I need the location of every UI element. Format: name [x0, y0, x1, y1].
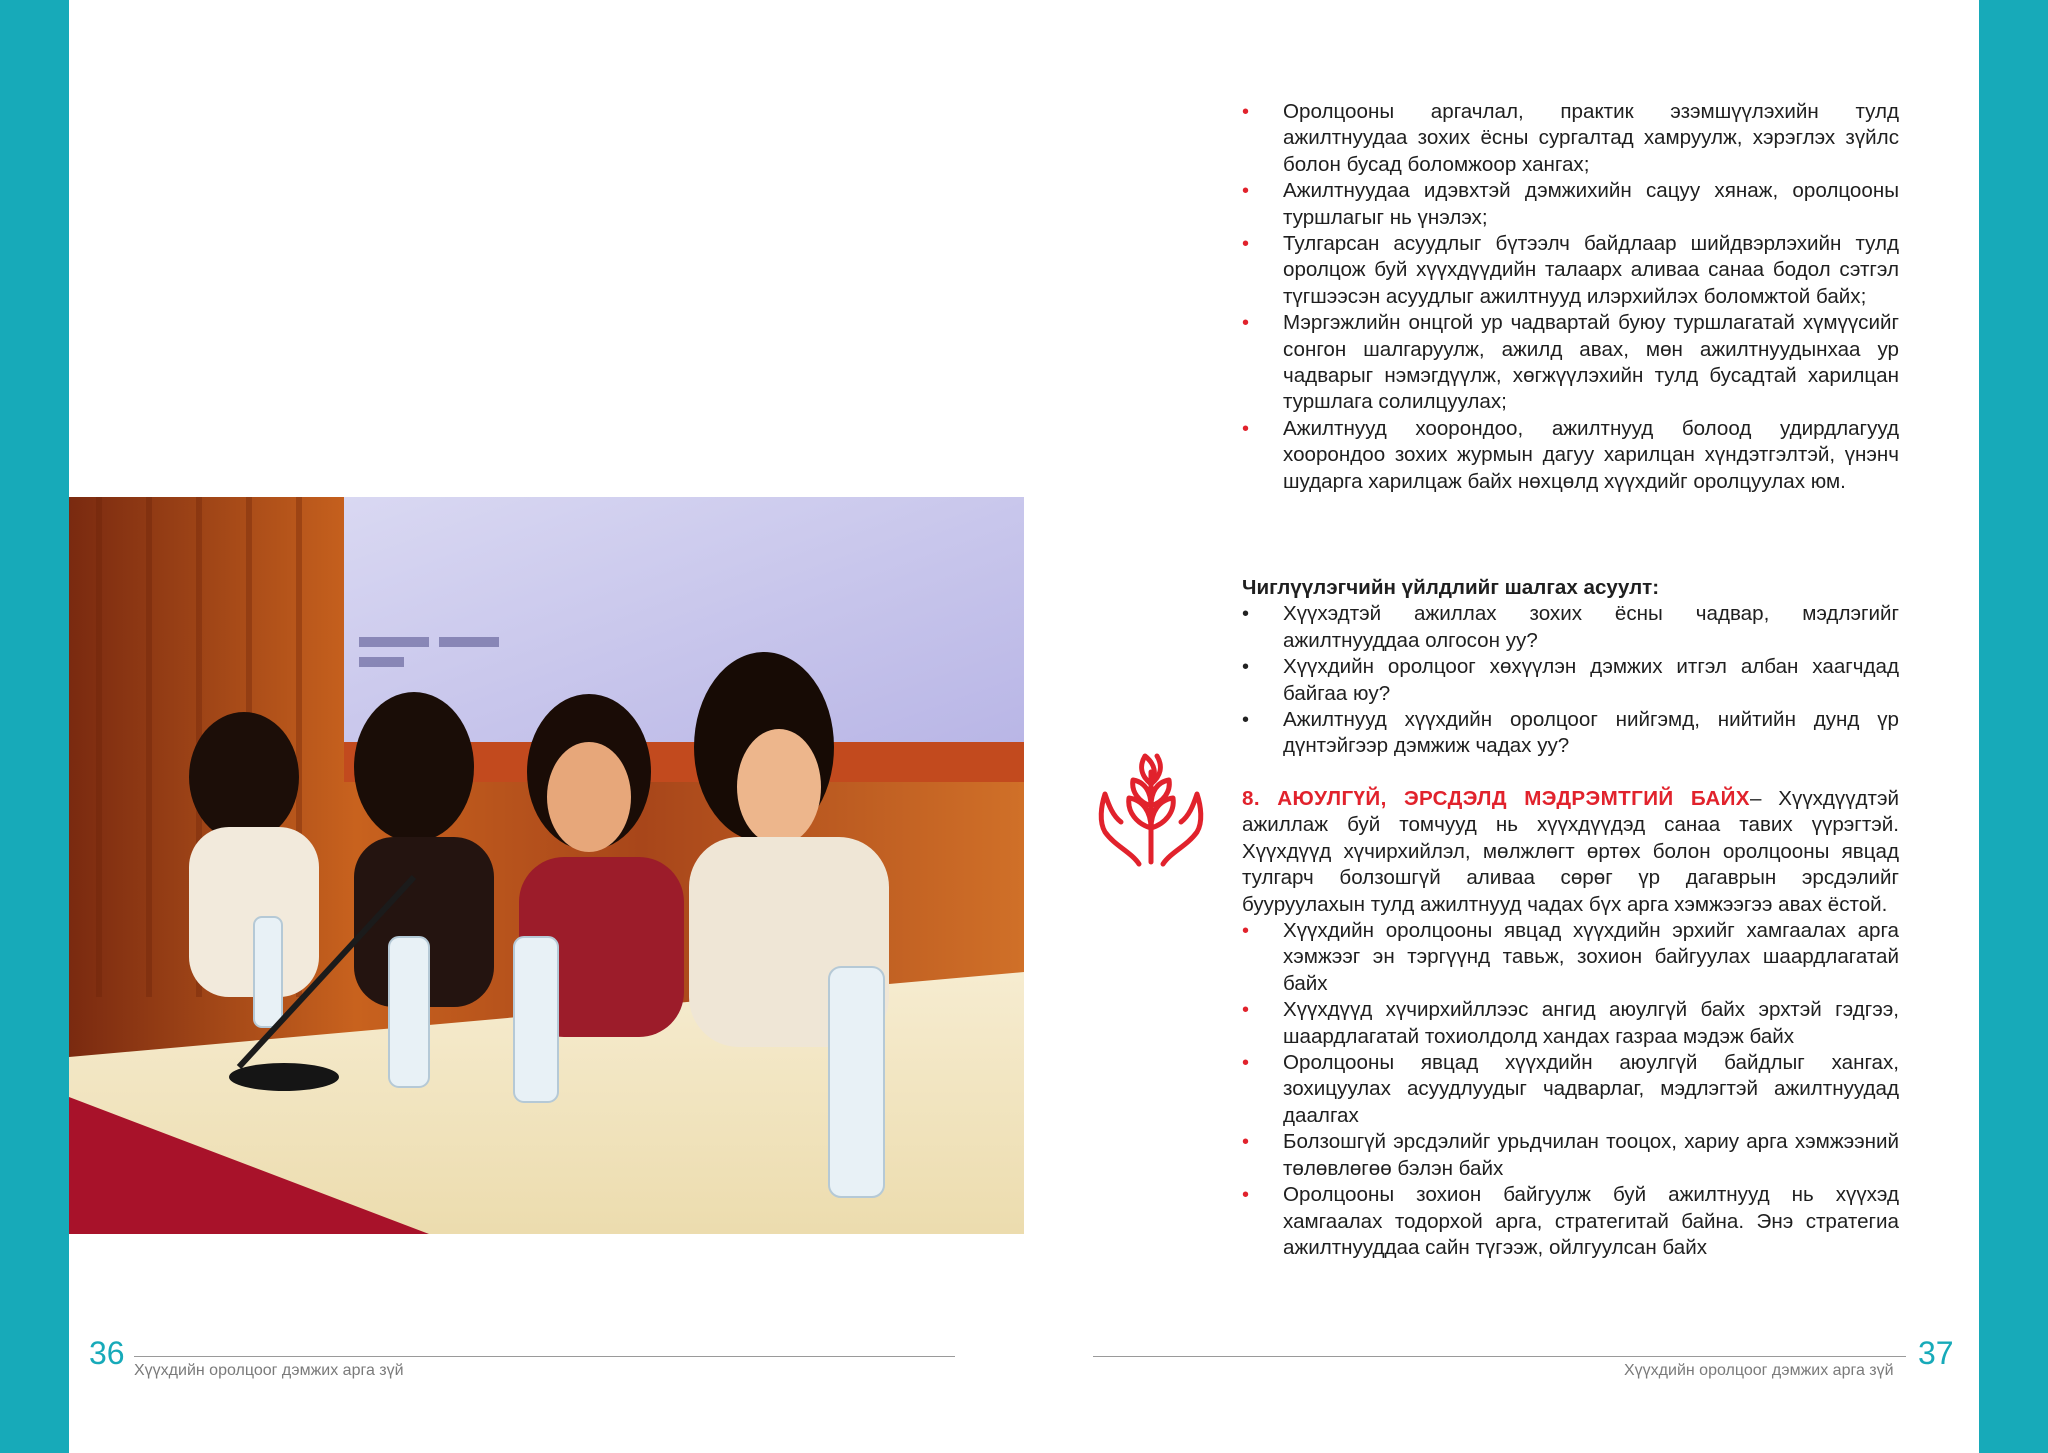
footer-rule-left: [134, 1356, 955, 1357]
list-item: • Оролцооны аргачлал, практик эзэмшүүлэхийн тулд ажилтнуудаа зохих ёсны сургалтад хамруулж, хэрэглэх зүйлс болон бусад боломжоор хангах;: [1242, 100, 1899, 176]
bullet-dot-icon: •: [1242, 101, 1250, 123]
questions-block: [1242, 575, 1899, 760]
bullet-dot-icon: •: [1242, 1052, 1250, 1075]
list-item: • Хүүхдүүд хүчирхийллээс ангид аюулгүй байх эрхтэй гэдгээ, шаардлагатай тохиолдолд хандах газраа мэдэж байх: [1242, 998, 1899, 1048]
list-item: • Ажилтнуудаа идэвхтэй дэмжихийн сацуу хянаж, оролцооны туршлагыг нь үнэлэх;: [1242, 179, 1899, 229]
staff-support-list: [1242, 99, 1899, 495]
bullet-dot-icon: •: [1242, 1184, 1250, 1207]
bullet-dot-icon: •: [1242, 180, 1250, 203]
left-page-edge-band: [0, 0, 69, 1453]
bullet-dot-icon: •: [1242, 999, 1250, 1022]
bullet-dot-icon: •: [1242, 656, 1250, 679]
right-column-top: [1242, 99, 1899, 495]
list-item: • Хүүхэдтэй ажиллах зохих ёсны чадвар, мэдлэгийг ажилтнууддаа олгосон уу?: [1242, 602, 1899, 652]
list-item: • Мэргэжлийн онцгой ур чадвартай буюу туршлагатай хүмүүсийг сонгон шалгаруулж, ажилд авах, мөн ажилтнуудынхаа ур чадварыг нэмэгдүүлж, хөгжүүлэхийн тулд бусадтай харилцан туршлага солилцуулах;: [1242, 311, 1899, 414]
list-item: • Оролцооны зохион байгуулж буй ажилтнууд нь хүүхэд хамгаалах тодорхой арга, стратегитай байна. Энэ стратегиа ажилтнууддаа сайн түгээж, ойлгуулсан байх: [1242, 1183, 1899, 1259]
footer-title-left: Хүүхдийн оролцоог дэмжих арга зүй: [134, 1362, 404, 1379]
list-item: • Болзошгүй эрсдэлийг урьдчилан тооцох, хариу арга хэмжээний төлөвлөгөө бэлэн байх: [1242, 1130, 1899, 1180]
page-number-left: 36: [89, 1335, 125, 1371]
list-item: • Оролцооны явцад хүүхдийн аюулгүй байдлыг хангах, зохицуулах асуудлуудыг чадварлаг, мэдлэгтэй ажилтнуудад даалгах: [1242, 1051, 1899, 1127]
section-8-intro-text: – Хүүхдүүдтэй ажиллаж буй томчууд нь хүүхдүүдэд санаа тавих үүрэгтэй. Хүүхдүүд хүчирхийлэл, мөлжлөгт өртөх болон оролцооны явцад тулгарч болзошгүй аливаа сөрөг үр дагаврын эрсдэлийг бууруулахын тулд ажилтнууд чадах бүх арга хэмжээгээ авах ёстой.: [1242, 787, 1899, 916]
bullet-dot-icon: •: [1242, 417, 1250, 440]
list-item: • Ажилтнууд хүүхдийн оролцоог нийгэмд, нийтийн дунд үр дүнтэйгээр дэмжиж чадах уу?: [1242, 708, 1899, 758]
safety-list: [1242, 918, 1899, 1261]
footer-rule-right: [1093, 1356, 1906, 1357]
bullet-dot-icon: •: [1242, 920, 1250, 943]
conference-photo: [69, 497, 1024, 1234]
list-item: • Тулгарсан асуудлыг бүтээлч байдлаар шийдвэрлэхийн тулд оролцож буй хүүхдүүдийн талаарх аливаа санаа бодол сэтгэл түгшээсэн асуудлыг ажилтнууд илэрхийлэх боломжтой байх;: [1242, 232, 1899, 308]
bullet-dot-icon: •: [1242, 709, 1250, 732]
list-item: • Ажилтнууд хоорондоо, ажилтнууд болоод удирдлагууд хоорондоо зохих журмын дагуу харилцан хүндэтгэлтэй, үнэнч шударга харилцаж байх нөхцөлд хүүхдийг оролцуулах юм.: [1242, 416, 1899, 493]
section-8: [1242, 786, 1899, 1261]
right-page-edge-band: [1979, 0, 2048, 1453]
list-item: • Хүүхдийн оролцооны явцад хүүхдийн эрхийг хамгаалах арга хэмжээг эн тэргүүнд тавьж, зохион байгуулах шаардлагатай байх: [1242, 919, 1899, 995]
questions-list: [1242, 601, 1899, 759]
page-number-right: 37: [1918, 1335, 1954, 1371]
list-item: • Хүүхдийн оролцоог хөхүүлэн дэмжих итгэл албан хаагчдад байгаа юу?: [1242, 655, 1899, 705]
bullet-dot-icon: •: [1242, 312, 1250, 335]
footer-title-right: Хүүхдийн оролцоог дэмжих арга зүй: [1624, 1362, 1894, 1379]
hands-plant-icon: [1095, 750, 1207, 868]
questions-heading: Чиглүүлэгчийн үйлдлийг шалгах асуулт:: [1242, 576, 1660, 599]
bullet-dot-icon: •: [1242, 603, 1250, 626]
bullet-dot-icon: •: [1242, 233, 1250, 256]
section-8-title: 8. АЮУЛГҮЙ, ЭРСДЭЛД МЭДРЭМТГИЙ БАЙХ: [1242, 787, 1750, 810]
section-8-intro: [1242, 786, 1899, 918]
bullet-dot-icon: •: [1242, 1131, 1250, 1154]
